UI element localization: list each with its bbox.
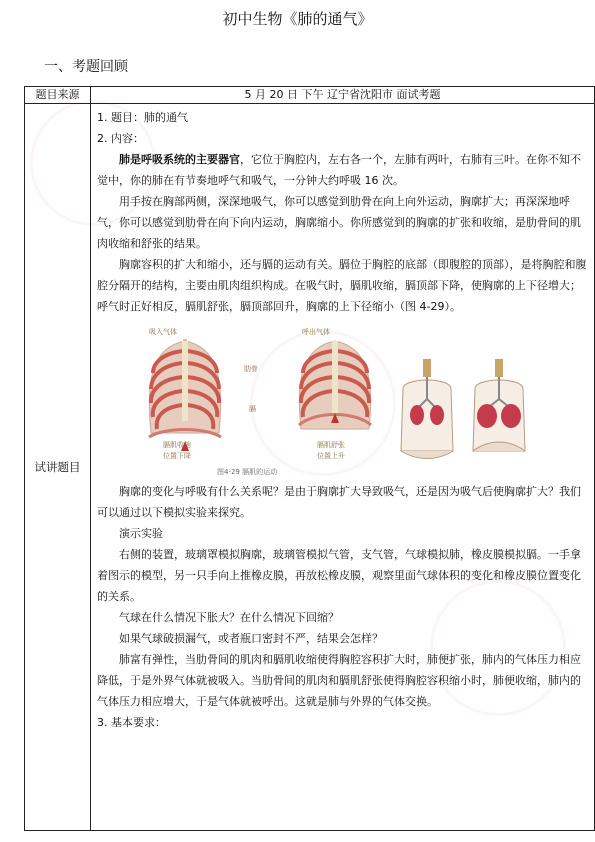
paragraph: 胸廓的变化与呼吸有什么关系呢？是由于胸廓扩大导致吸气，还是因为吸气后使胸廓扩大？我们可以通过以下模拟实验来探究。 [97, 485, 581, 519]
document-title: 初中生物《肺的通气》 [222, 10, 373, 28]
item-title: 1. 题目：肺的通气 [97, 111, 188, 124]
paragraph: 气球在什么情况下胀大？在什么情况下回缩？ [119, 611, 339, 624]
paragraph: 肺富有弹性，当肋骨间的肌肉和膈肌收缩使得胸腔容积扩大时，肺便扩张，肺内的气体压力相应降低，于是外界气体就被吸入。当肋骨间的肌肉和膈肌舒张使得胸腔容积缩小时，肺便收缩，肺内的气体压力相应增大，于是气体就被呼出。这就是肺与外界的气体交换。 [97, 653, 581, 708]
paragraph: 胸廓容积的扩大和缩小，还与膈的运动有关。膈位于胸腔的底部（即腹腔的顶部），是将胸腔和腹腔分隔开的结构，主要由肌肉组织构成。在吸气时，膈肌收缩，膈顶部下降，使胸廓的上下径增大；呼气时正好相反，膈肌舒张，膈顶部回升，胸廓的上下径缩小（图 4-29）。 [97, 258, 587, 313]
section-heading: 一、考题回顾 [44, 59, 128, 75]
rib-label: 肋骨 [244, 365, 258, 373]
paragraph: 如果气球破损漏气，或者瓶口密封不严，结果会怎样？ [119, 632, 383, 645]
paragraph [97, 149, 590, 191]
inhale-label: 吸入气体 [149, 328, 177, 336]
paragraph-text: ，它位于胸腔内，左右各一个，左肺有两叶，右肺有三叶。在你不知不觉中，你的肺在有节奏地呼气和吸气，一分钟大约呼吸 16 次。 [97, 153, 581, 187]
topic-label-cell: 试讲题目 [25, 104, 91, 831]
exam-table [24, 86, 595, 831]
topic-content-cell [91, 104, 595, 831]
paragraph: 演示实验 [119, 527, 163, 540]
contract-label-2: 位置下降 [163, 452, 191, 460]
bell-jar-model-1 [401, 359, 453, 459]
relax-label: 膈肌舒张 [317, 441, 345, 449]
source-label-cell: 题目来源 [25, 87, 91, 104]
bold-text: 肺是呼吸系统的主要器官 [119, 153, 240, 166]
source-value-cell: 5 月 20 日 下午 辽宁省沈阳市 面试考题 [91, 87, 595, 104]
diaphragm-figure [97, 319, 590, 479]
bell-jar-model-2 [473, 359, 525, 451]
exhale-label: 呼出气体 [302, 328, 330, 336]
table-row [25, 104, 595, 831]
relax-label-2: 位置上升 [317, 452, 345, 460]
paragraph: 右侧的装置，玻璃罩模拟胸廓，玻璃管模拟气管，支气管，气球模拟肺，橡皮膜模拟膈。一手拿着图示的模型，另一只手向上推橡皮膜，再放松橡皮膜，观察里面气球体积的变化和橡皮膜位置变化的关系。 [97, 548, 581, 603]
figure-caption: 图4-29 膈肌的运动 [217, 468, 278, 476]
diaphragm-label: 膈 [249, 405, 256, 413]
contract-label: 膈肌收缩 [163, 441, 191, 449]
ribcage-exhale [299, 341, 371, 429]
table-row [25, 87, 595, 104]
paragraph: 用手按在胸部两侧，深深地吸气，你可以感觉到肋骨在向上向外运动，胸廓扩大；再深深地呼气，你可以感觉到肋骨在向下向内运动，胸廓缩小。你所感觉到的胸廓的扩张和收缩，是肋骨间的肌肉收缩和舒张的结果。 [97, 195, 581, 250]
item-requirements: 3. 基本要求： [97, 716, 166, 729]
item-content: 2. 内容： [97, 132, 144, 145]
